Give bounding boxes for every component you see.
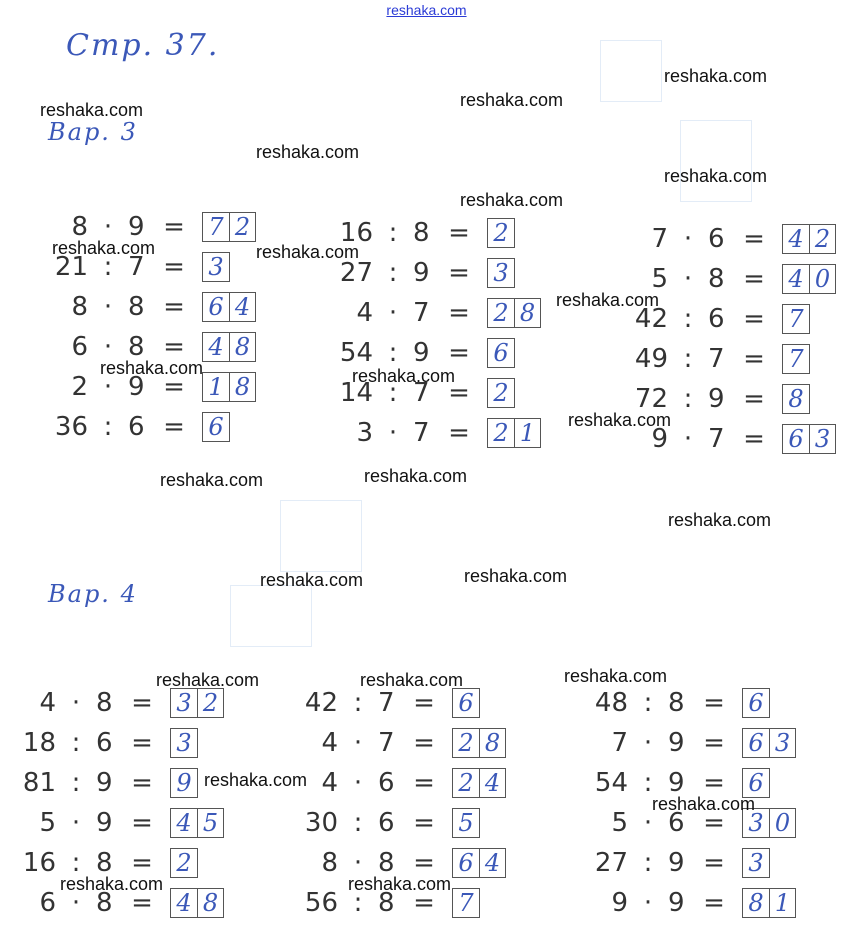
answer-box [782, 384, 810, 414]
operand-b: 7 [128, 252, 145, 282]
operand-b: 8 [413, 218, 430, 248]
division-sign: : [388, 258, 398, 288]
watermark: reshaka.com [100, 358, 204, 378]
answer-box [202, 372, 256, 402]
watermark: reshaka.com [556, 290, 660, 310]
multiplication-sign: · [683, 224, 693, 254]
division-sign: : [388, 218, 398, 248]
watermark: reshaka.com [460, 90, 564, 110]
answer-digit: 6 [788, 425, 804, 453]
equals-sign: = [703, 688, 725, 718]
equation-row [590, 848, 770, 878]
answer-box [202, 292, 256, 322]
multiplication-sign: · [103, 332, 113, 362]
operand-b: 8 [668, 688, 685, 718]
equals-sign: = [163, 212, 185, 242]
multiplication-sign: · [103, 292, 113, 322]
division-sign: : [643, 688, 653, 718]
answer-digit: 6 [748, 769, 764, 797]
answer-digit: 6 [748, 689, 764, 717]
operand-a: 72 [634, 384, 668, 414]
answer-box [487, 338, 515, 368]
equation-row [335, 338, 515, 368]
operand-a: 54 [339, 338, 373, 368]
operand-b: 6 [668, 808, 685, 838]
operand-a: 5 [39, 808, 56, 838]
operand-b: 9 [668, 848, 685, 878]
answer-digit: 4 [788, 225, 804, 253]
answer-box [782, 424, 836, 454]
operand-b: 9 [708, 384, 725, 414]
answer-digit: 8 [788, 385, 804, 413]
watermark: reshaka.com [652, 794, 756, 814]
watermark: reshaka.com [352, 366, 456, 386]
equals-sign: = [743, 304, 765, 334]
multiplication-sign: · [71, 888, 81, 918]
operand-b: 9 [668, 728, 685, 758]
division-sign: : [353, 808, 363, 838]
equation-row [300, 808, 480, 838]
watermark: reshaka.com [256, 142, 360, 162]
answer-digit: 2 [458, 769, 474, 797]
division-sign: : [103, 412, 113, 442]
equals-sign: = [703, 848, 725, 878]
watermark: reshaka.com [348, 874, 452, 894]
equals-sign: = [163, 412, 185, 442]
answer-box [487, 418, 541, 448]
watermark: reshaka.com [460, 190, 564, 210]
multiplication-sign: · [103, 372, 113, 402]
equals-sign: = [413, 888, 435, 918]
answer-digit: 2 [197, 689, 223, 717]
equals-sign: = [413, 808, 435, 838]
answer-digit: 4 [176, 889, 192, 917]
operand-b: 6 [708, 224, 725, 254]
equation-row [50, 412, 230, 442]
exercise-3-heading: Вар. 3 [48, 118, 138, 146]
equals-sign: = [131, 888, 153, 918]
answer-digit: 4 [479, 849, 505, 877]
equals-sign: = [413, 728, 435, 758]
answer-digit: 6 [208, 413, 224, 441]
answer-digit: 4 [176, 809, 192, 837]
equals-sign: = [131, 728, 153, 758]
operand-b: 7 [708, 424, 725, 454]
operand-b: 9 [668, 888, 685, 918]
division-sign: : [388, 378, 398, 408]
operand-a: 8 [71, 212, 88, 242]
operand-b: 6 [378, 768, 395, 798]
answer-box [452, 808, 480, 838]
multiplication-sign: · [103, 212, 113, 242]
answer-digit: 7 [788, 305, 804, 333]
multiplication-sign: · [643, 808, 653, 838]
page-heading: Стр. 37. [66, 28, 220, 63]
operand-a: 27 [339, 258, 373, 288]
equation-row [18, 768, 198, 798]
multiplication-sign: · [353, 768, 363, 798]
equals-sign: = [131, 688, 153, 718]
answer-digit: 3 [748, 809, 764, 837]
answer-digit: 8 [479, 729, 505, 757]
answer-box [742, 728, 796, 758]
equation-row [335, 418, 541, 448]
watermark: reshaka.com [260, 570, 364, 590]
equals-sign: = [163, 372, 185, 402]
operand-a: 6 [39, 888, 56, 918]
equals-sign: = [163, 252, 185, 282]
operand-b: 8 [128, 292, 145, 322]
division-sign: : [353, 688, 363, 718]
multiplication-sign: · [353, 728, 363, 758]
answer-digit: 6 [458, 849, 474, 877]
watermark: reshaka.com [564, 666, 668, 686]
equals-sign: = [448, 298, 470, 328]
operand-a: 18 [22, 728, 56, 758]
operand-b: 8 [378, 848, 395, 878]
watermark: reshaka.com [360, 670, 464, 690]
watermark: reshaka.com [60, 874, 164, 894]
equation-row [300, 768, 506, 798]
equals-sign: = [448, 258, 470, 288]
operand-a: 2 [71, 372, 88, 402]
equation-row [50, 292, 256, 322]
operand-a: 54 [594, 768, 628, 798]
operand-b: 8 [96, 888, 113, 918]
division-sign: : [71, 848, 81, 878]
watermark: reshaka.com [160, 470, 264, 490]
site-link[interactable]: reshaka.com [386, 2, 467, 18]
answer-box [170, 888, 224, 918]
answer-digit: 8 [229, 333, 255, 361]
division-sign: : [71, 768, 81, 798]
equals-sign: = [703, 728, 725, 758]
answer-digit: 0 [809, 265, 835, 293]
answer-digit: 6 [458, 689, 474, 717]
answer-digit: 2 [176, 849, 192, 877]
multiplication-sign: · [388, 298, 398, 328]
answer-digit: 9 [176, 769, 192, 797]
operand-b: 6 [128, 412, 145, 442]
equals-sign: = [703, 808, 725, 838]
equals-sign: = [448, 338, 470, 368]
operand-a: 48 [594, 688, 628, 718]
operand-b: 8 [96, 848, 113, 878]
answer-digit: 6 [208, 293, 224, 321]
answer-digit: 3 [493, 259, 509, 287]
answer-digit: 2 [809, 225, 835, 253]
operand-b: 8 [378, 888, 395, 918]
answer-box [742, 888, 796, 918]
operand-a: 7 [651, 224, 668, 254]
multiplication-sign: · [353, 848, 363, 878]
division-sign: : [683, 304, 693, 334]
operand-a: 8 [321, 848, 338, 878]
operand-b: 9 [413, 258, 430, 288]
operand-b: 9 [96, 808, 113, 838]
operand-a: 4 [356, 298, 373, 328]
equals-sign: = [163, 292, 185, 322]
operand-a: 9 [651, 424, 668, 454]
equals-sign: = [131, 808, 153, 838]
operand-a: 81 [22, 768, 56, 798]
answer-digit: 2 [229, 213, 255, 241]
equals-sign: = [413, 848, 435, 878]
answer-digit: 3 [748, 849, 764, 877]
operand-a: 3 [356, 418, 373, 448]
answer-digit: 2 [458, 729, 474, 757]
watermark: reshaka.com [464, 566, 568, 586]
answer-digit: 3 [208, 253, 224, 281]
answer-box [452, 888, 480, 918]
equals-sign: = [448, 218, 470, 248]
background-grid-fragment [280, 500, 362, 572]
answer-box [170, 768, 198, 798]
answer-box [170, 808, 224, 838]
answer-digit: 5 [458, 809, 474, 837]
division-sign: : [353, 888, 363, 918]
operand-b: 7 [413, 418, 430, 448]
watermark: reshaka.com [364, 466, 468, 486]
answer-box [742, 848, 770, 878]
answer-box [202, 252, 230, 282]
operand-a: 56 [304, 888, 338, 918]
equals-sign: = [743, 424, 765, 454]
answer-digit: 7 [788, 345, 804, 373]
answer-digit: 3 [809, 425, 835, 453]
answer-digit: 4 [229, 293, 255, 321]
equals-sign: = [413, 688, 435, 718]
watermark: reshaka.com [568, 410, 672, 430]
operand-a: 6 [71, 332, 88, 362]
equals-sign: = [743, 264, 765, 294]
division-sign: : [683, 384, 693, 414]
background-grid-fragment [600, 40, 662, 102]
background-grid-fragment [680, 120, 752, 202]
answer-box [170, 728, 198, 758]
answer-digit: 2 [493, 219, 509, 247]
operand-b: 7 [413, 298, 430, 328]
operand-a: 8 [71, 292, 88, 322]
answer-box [782, 264, 836, 294]
operand-b: 6 [96, 728, 113, 758]
answer-digit: 6 [748, 729, 764, 757]
operand-b: 6 [378, 808, 395, 838]
answer-box [452, 728, 506, 758]
answer-digit: 1 [769, 889, 795, 917]
answer-box [170, 848, 198, 878]
equation-row [590, 888, 796, 918]
equals-sign: = [448, 378, 470, 408]
equals-sign: = [413, 768, 435, 798]
answer-digit: 7 [458, 889, 474, 917]
operand-a: 14 [339, 378, 373, 408]
operand-b: 9 [128, 212, 145, 242]
answer-box [487, 298, 541, 328]
answer-digit: 6 [493, 339, 509, 367]
equation-row [590, 728, 796, 758]
answer-digit: 8 [229, 373, 255, 401]
answer-digit: 4 [208, 333, 224, 361]
equation-row [18, 808, 224, 838]
equals-sign: = [703, 888, 725, 918]
operand-a: 4 [39, 688, 56, 718]
operand-a: 4 [321, 768, 338, 798]
answer-digit: 2 [493, 299, 509, 327]
answer-box [782, 304, 810, 334]
answer-digit: 1 [208, 373, 224, 401]
multiplication-sign: · [643, 728, 653, 758]
operand-b: 7 [413, 378, 430, 408]
equals-sign: = [743, 224, 765, 254]
operand-b: 9 [128, 372, 145, 402]
answer-box [782, 224, 836, 254]
operand-a: 7 [611, 728, 628, 758]
operand-b: 8 [96, 688, 113, 718]
answer-box [202, 212, 256, 242]
answer-box [452, 688, 480, 718]
equation-row [300, 688, 480, 718]
equals-sign: = [703, 768, 725, 798]
operand-b: 9 [96, 768, 113, 798]
equation-row [18, 688, 224, 718]
operand-b: 7 [378, 688, 395, 718]
answer-digit: 7 [208, 213, 224, 241]
operand-b: 7 [708, 344, 725, 374]
watermark: reshaka.com [40, 100, 144, 120]
equals-sign: = [163, 332, 185, 362]
answer-digit: 0 [769, 809, 795, 837]
exercise-4-heading: Вар. 4 [48, 580, 138, 608]
multiplication-sign: · [683, 424, 693, 454]
division-sign: : [71, 728, 81, 758]
division-sign: : [103, 252, 113, 282]
operand-a: 21 [54, 252, 88, 282]
answer-digit: 2 [493, 419, 509, 447]
answer-box [487, 218, 515, 248]
operand-b: 9 [413, 338, 430, 368]
answer-digit: 2 [493, 379, 509, 407]
division-sign: : [643, 848, 653, 878]
equation-row [630, 224, 836, 254]
answer-digit: 4 [479, 769, 505, 797]
equation-row [300, 728, 506, 758]
operand-a: 5 [651, 264, 668, 294]
operand-a: 42 [304, 688, 338, 718]
equation-row [335, 258, 515, 288]
watermark: reshaka.com [664, 166, 768, 186]
division-sign: : [643, 768, 653, 798]
operand-b: 9 [668, 768, 685, 798]
operand-a: 49 [634, 344, 668, 374]
answer-box [487, 258, 515, 288]
operand-b: 8 [708, 264, 725, 294]
answer-digit: 5 [197, 809, 223, 837]
watermark: reshaka.com [256, 242, 360, 262]
equation-row [18, 728, 198, 758]
operand-a: 42 [634, 304, 668, 334]
equals-sign: = [743, 344, 765, 374]
answer-box [452, 848, 506, 878]
equation-row [335, 218, 515, 248]
background-grid-fragment [230, 585, 312, 647]
multiplication-sign: · [388, 418, 398, 448]
answer-digit: 4 [788, 265, 804, 293]
answer-box [202, 332, 256, 362]
operand-b: 8 [128, 332, 145, 362]
answer-box [487, 378, 515, 408]
equation-row [630, 344, 810, 374]
operand-a: 4 [321, 728, 338, 758]
answer-digit: 8 [197, 889, 223, 917]
multiplication-sign: · [683, 264, 693, 294]
watermark: reshaka.com [668, 510, 772, 530]
operand-a: 16 [22, 848, 56, 878]
equals-sign: = [448, 418, 470, 448]
answer-box [782, 344, 810, 374]
answer-box [742, 688, 770, 718]
watermark: reshaka.com [204, 770, 308, 790]
division-sign: : [683, 344, 693, 374]
answer-box [170, 688, 224, 718]
answer-box [452, 768, 506, 798]
equation-row [590, 688, 770, 718]
operand-a: 27 [594, 848, 628, 878]
multiplication-sign: · [643, 888, 653, 918]
answer-digit: 3 [769, 729, 795, 757]
answer-digit: 3 [176, 689, 192, 717]
division-sign: : [388, 338, 398, 368]
multiplication-sign: · [71, 688, 81, 718]
operand-a: 36 [54, 412, 88, 442]
equals-sign: = [131, 768, 153, 798]
operand-b: 6 [708, 304, 725, 334]
operand-a: 16 [339, 218, 373, 248]
answer-digit: 3 [176, 729, 192, 757]
operand-a: 9 [611, 888, 628, 918]
operand-b: 7 [378, 728, 395, 758]
multiplication-sign: · [71, 808, 81, 838]
watermark: reshaka.com [52, 238, 156, 258]
watermark: reshaka.com [156, 670, 260, 690]
answer-digit: 8 [514, 299, 540, 327]
equals-sign: = [743, 384, 765, 414]
equation-row [335, 298, 541, 328]
answer-digit: 8 [748, 889, 764, 917]
answer-digit: 1 [514, 419, 540, 447]
answer-box [202, 412, 230, 442]
operand-a: 5 [611, 808, 628, 838]
equation-row [630, 264, 836, 294]
operand-a: 30 [304, 808, 338, 838]
watermark: reshaka.com [664, 66, 768, 86]
equals-sign: = [131, 848, 153, 878]
